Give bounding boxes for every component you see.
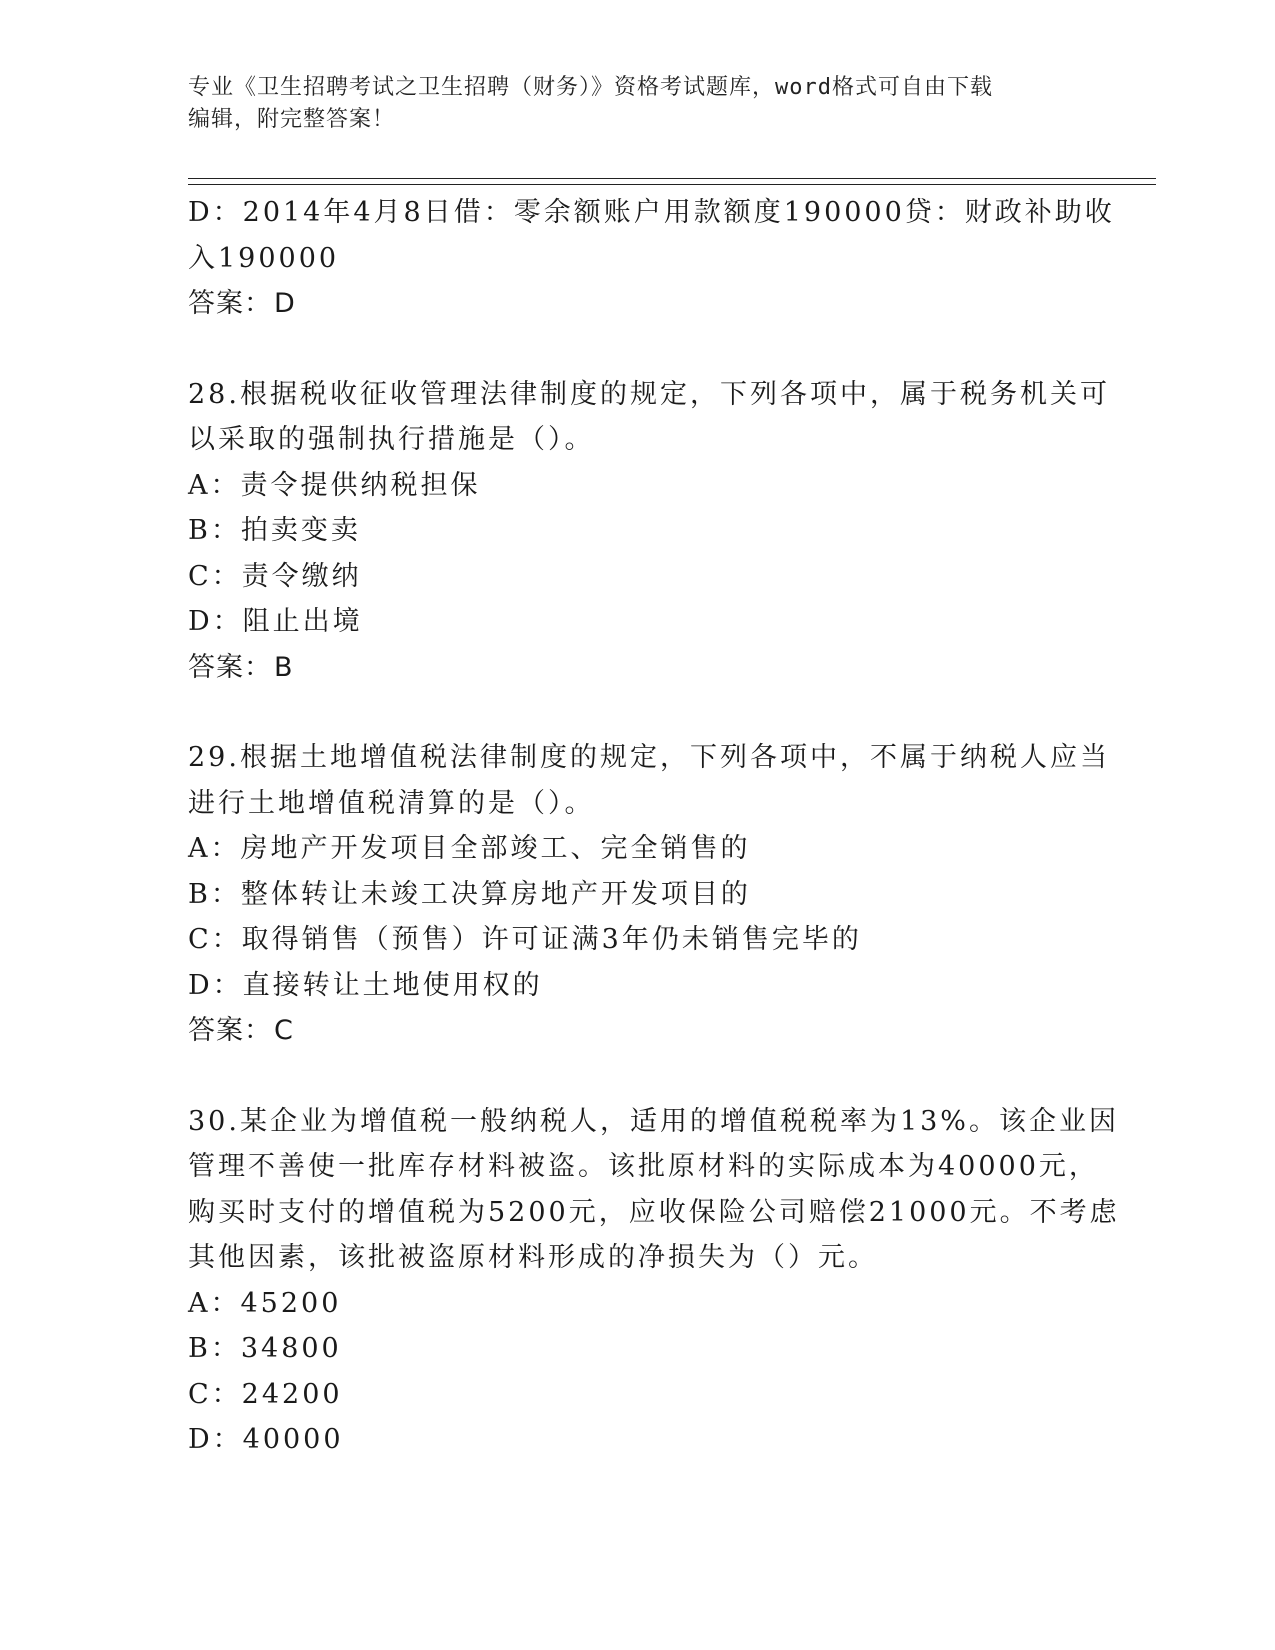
option-a: A：责令提供纳税担保 [188,469,481,501]
header-divider-top [188,178,1156,179]
option-c: C：24200 [188,1378,343,1410]
option-d-line-1: D：2014年4月8日借：零余额账户用款额度190000贷：财政补助收 [188,197,1115,228]
question-stem-line-4: 其他因素，该批被盗原材料形成的净损失为（）元。 [188,1242,878,1273]
spacer [188,327,1088,372]
question-stem-line-1: 28.根据税收征收管理法律制度的规定，下列各项中，属于税务机关可 [188,378,1110,410]
header-line-1: 专业《卫生招聘考试之卫生招聘（财务）》资格考试题库，word格式可自由下载 [188,75,993,100]
answer-line [188,645,1088,691]
option-c: C：责令缴纳 [188,560,362,592]
answer-label: 答案： [188,651,272,683]
spacer [188,690,1088,735]
option-d: D：直接转让土地使用权的 [188,969,543,1001]
question-stem-line-1: 30.某企业为增值税一般纳税人，适用的增值税税率为13%。该企业因 [188,1105,1119,1137]
answer-value: C [274,1015,294,1046]
option-c: C：取得销售（预售）许可证满3年仍未销售完毕的 [188,924,862,955]
answer-label: 答案： [188,288,272,319]
answer-line [188,1008,1088,1054]
answer-label: 答案： [188,1015,272,1046]
question-content [188,190,1120,1463]
question-stem-line-2: 进行土地增值税清算的是（）。 [188,787,595,819]
answer-line [188,281,1088,327]
option-b: B：整体转让未竣工决算房地产开发项目的 [188,878,751,910]
option-a: A：房地产开发项目全部竣工、完全销售的 [188,833,751,864]
option-b: B：拍卖变卖 [188,515,361,546]
header-divider-bottom [188,184,1156,185]
spacer [188,1054,1088,1099]
option-d: D：40000 [188,1424,344,1455]
answer-value: D [274,288,296,319]
option-d-line-2: 入190000 [188,242,340,274]
answer-value: B [274,651,294,683]
question-stem-line-2: 管理不善使一批库存材料被盗。该批原材料的实际成本为40000元， [188,1151,1099,1182]
question-stem-line-2: 以采取的强制执行措施是（）。 [188,424,595,455]
question-29 [188,735,1110,1054]
question-28 [188,372,1110,691]
option-a: A：45200 [188,1287,342,1319]
question-stem-line-1: 29.根据土地增值税法律制度的规定，下列各项中，不属于纳税人应当 [188,742,1110,773]
question-30 [188,1099,1120,1463]
option-d: D：阻止出境 [188,606,363,637]
option-b: B：34800 [188,1333,342,1364]
page-header [188,72,1068,136]
prev-question-tail [188,190,1115,327]
question-stem-line-3: 购买时支付的增值税为5200元，应收保险公司赔偿21000元。不考虑 [188,1196,1120,1228]
header-line-2: 编辑，附完整答案！ [188,107,396,132]
